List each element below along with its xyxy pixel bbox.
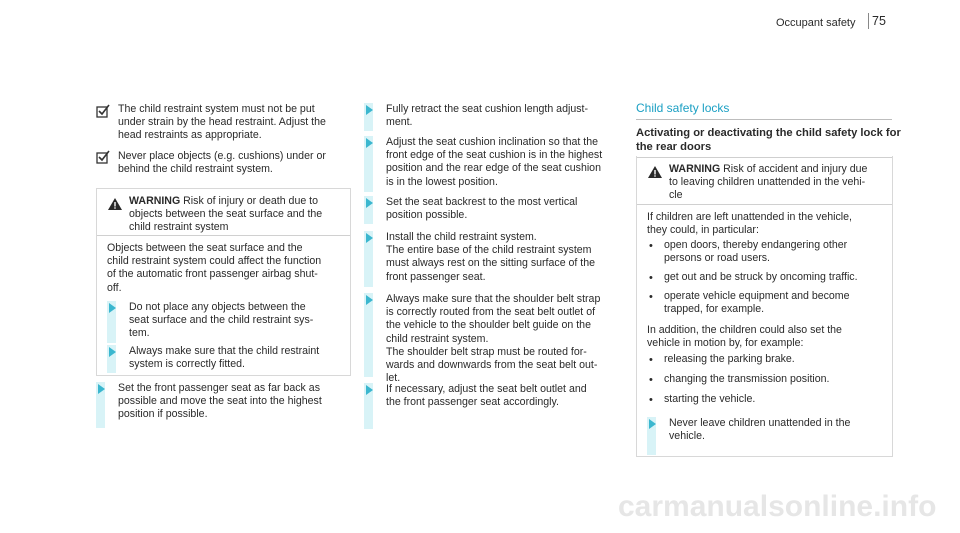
- header-divider: [868, 13, 869, 29]
- step-text: Always make sure that the shoulder belt strap is correctly routed from the seat belt outlet of the vehicle to the shoulder belt guide on the child restraint system. The shoulder belt strap must be routed for- wards and downwards from the seat belt out- let.: [386, 293, 601, 385]
- title-rule: [636, 119, 892, 120]
- warning-title: WARNING: [129, 195, 181, 207]
- warning-intro-2: In addition, the children could also set the vehicle in motion by, for example:: [647, 324, 842, 350]
- warning-header: [669, 163, 891, 203]
- step-text: Adjust the seat cushion inclination so that the front edge of the seat cushion is in the highest position and the rear edge of the seat cushion is in the lowest position.: [386, 136, 603, 188]
- bullet-icon: •: [649, 394, 653, 406]
- arrow-right-icon: [366, 105, 373, 115]
- step-bar: [364, 293, 373, 377]
- step-text: Always make sure that the child restraint system is correctly fitted.: [129, 345, 320, 371]
- bullet-icon: •: [649, 272, 653, 284]
- bullet-item: changing the transmission position.: [664, 373, 830, 385]
- bullet-icon: •: [649, 291, 653, 303]
- arrow-right-icon: [366, 385, 373, 395]
- warning-box: [636, 156, 893, 457]
- warning-box: [96, 188, 351, 376]
- subsection-title: Activating or deactivating the child safety lock for the rear doors: [636, 127, 901, 153]
- arrow-right-icon: [366, 138, 373, 148]
- step-text: Never leave children unattended in the vehicle.: [669, 417, 851, 443]
- arrow-right-icon: [366, 198, 373, 208]
- page-number: 75: [872, 14, 886, 28]
- warning-triangle-icon: [648, 166, 662, 178]
- step-text: Fully retract the seat cushion length adjust- ment.: [386, 103, 588, 129]
- bullet-icon: •: [649, 240, 653, 252]
- bullet-icon: •: [649, 374, 653, 386]
- warning-head-text: Risk of injury or death due to objects between the seat surface and the child restraint system: [129, 195, 323, 234]
- watermark: carmanualsonline.info: [618, 490, 937, 523]
- bullet-item: operate vehicle equipment and become trapped, for example.: [664, 290, 850, 316]
- step-text: Set the front passenger seat as far back as possible and move the seat into the highest position if possible.: [118, 382, 322, 421]
- section-title: Child safety locks: [636, 101, 730, 115]
- step-text: If necessary, adjust the seat belt outlet and the front passenger seat accordingly.: [386, 383, 587, 409]
- warning-title: WARNING: [669, 163, 721, 175]
- checkmark-icon: [96, 104, 110, 118]
- divider: [637, 204, 892, 205]
- bullet-item: releasing the parking brake.: [664, 353, 795, 365]
- warning-intro: If children are left unattended in the vehicle, they could, in particular:: [647, 211, 852, 237]
- warning-triangle-icon: [108, 198, 122, 210]
- step-text: Install the child restraint system. The entire base of the child restraint system must always rest on the sitting surface of the front passenger seat.: [386, 231, 596, 283]
- checklist-item: The child restraint system must not be put under strain by the head restraint. Adjust the head restraints as appropriate.: [118, 103, 326, 142]
- step-text: Set the seat backrest to the most vertical position possible.: [386, 196, 578, 222]
- warning-header: [129, 195, 349, 235]
- arrow-right-icon: [649, 419, 656, 429]
- warning-head-text: Risk of accident and injury due to leaving children unattended in the vehi- cle: [669, 163, 868, 202]
- bullet-item: open doors, thereby endangering other persons or road users.: [664, 239, 848, 265]
- arrow-right-icon: [366, 295, 373, 305]
- arrow-right-icon: [109, 347, 116, 357]
- arrow-right-icon: [98, 384, 105, 394]
- section-header: Occupant safety: [776, 17, 856, 29]
- arrow-right-icon: [109, 303, 116, 313]
- step-text: Do not place any objects between the seat surface and the child restraint sys- tem.: [129, 301, 314, 340]
- checklist-item: Never place objects (e.g. cushions) under or behind the child restraint system.: [118, 150, 326, 176]
- checkmark-icon: [96, 150, 110, 164]
- divider: [97, 235, 350, 236]
- arrow-right-icon: [366, 233, 373, 243]
- warning-body: Objects between the seat surface and the child restraint system could affect the function of the automatic front passenger airbag shut- off.: [107, 242, 322, 294]
- bullet-icon: •: [649, 354, 653, 366]
- bullet-item: get out and be struck by oncoming traffic.: [664, 271, 858, 283]
- bullet-item: starting the vehicle.: [664, 393, 756, 405]
